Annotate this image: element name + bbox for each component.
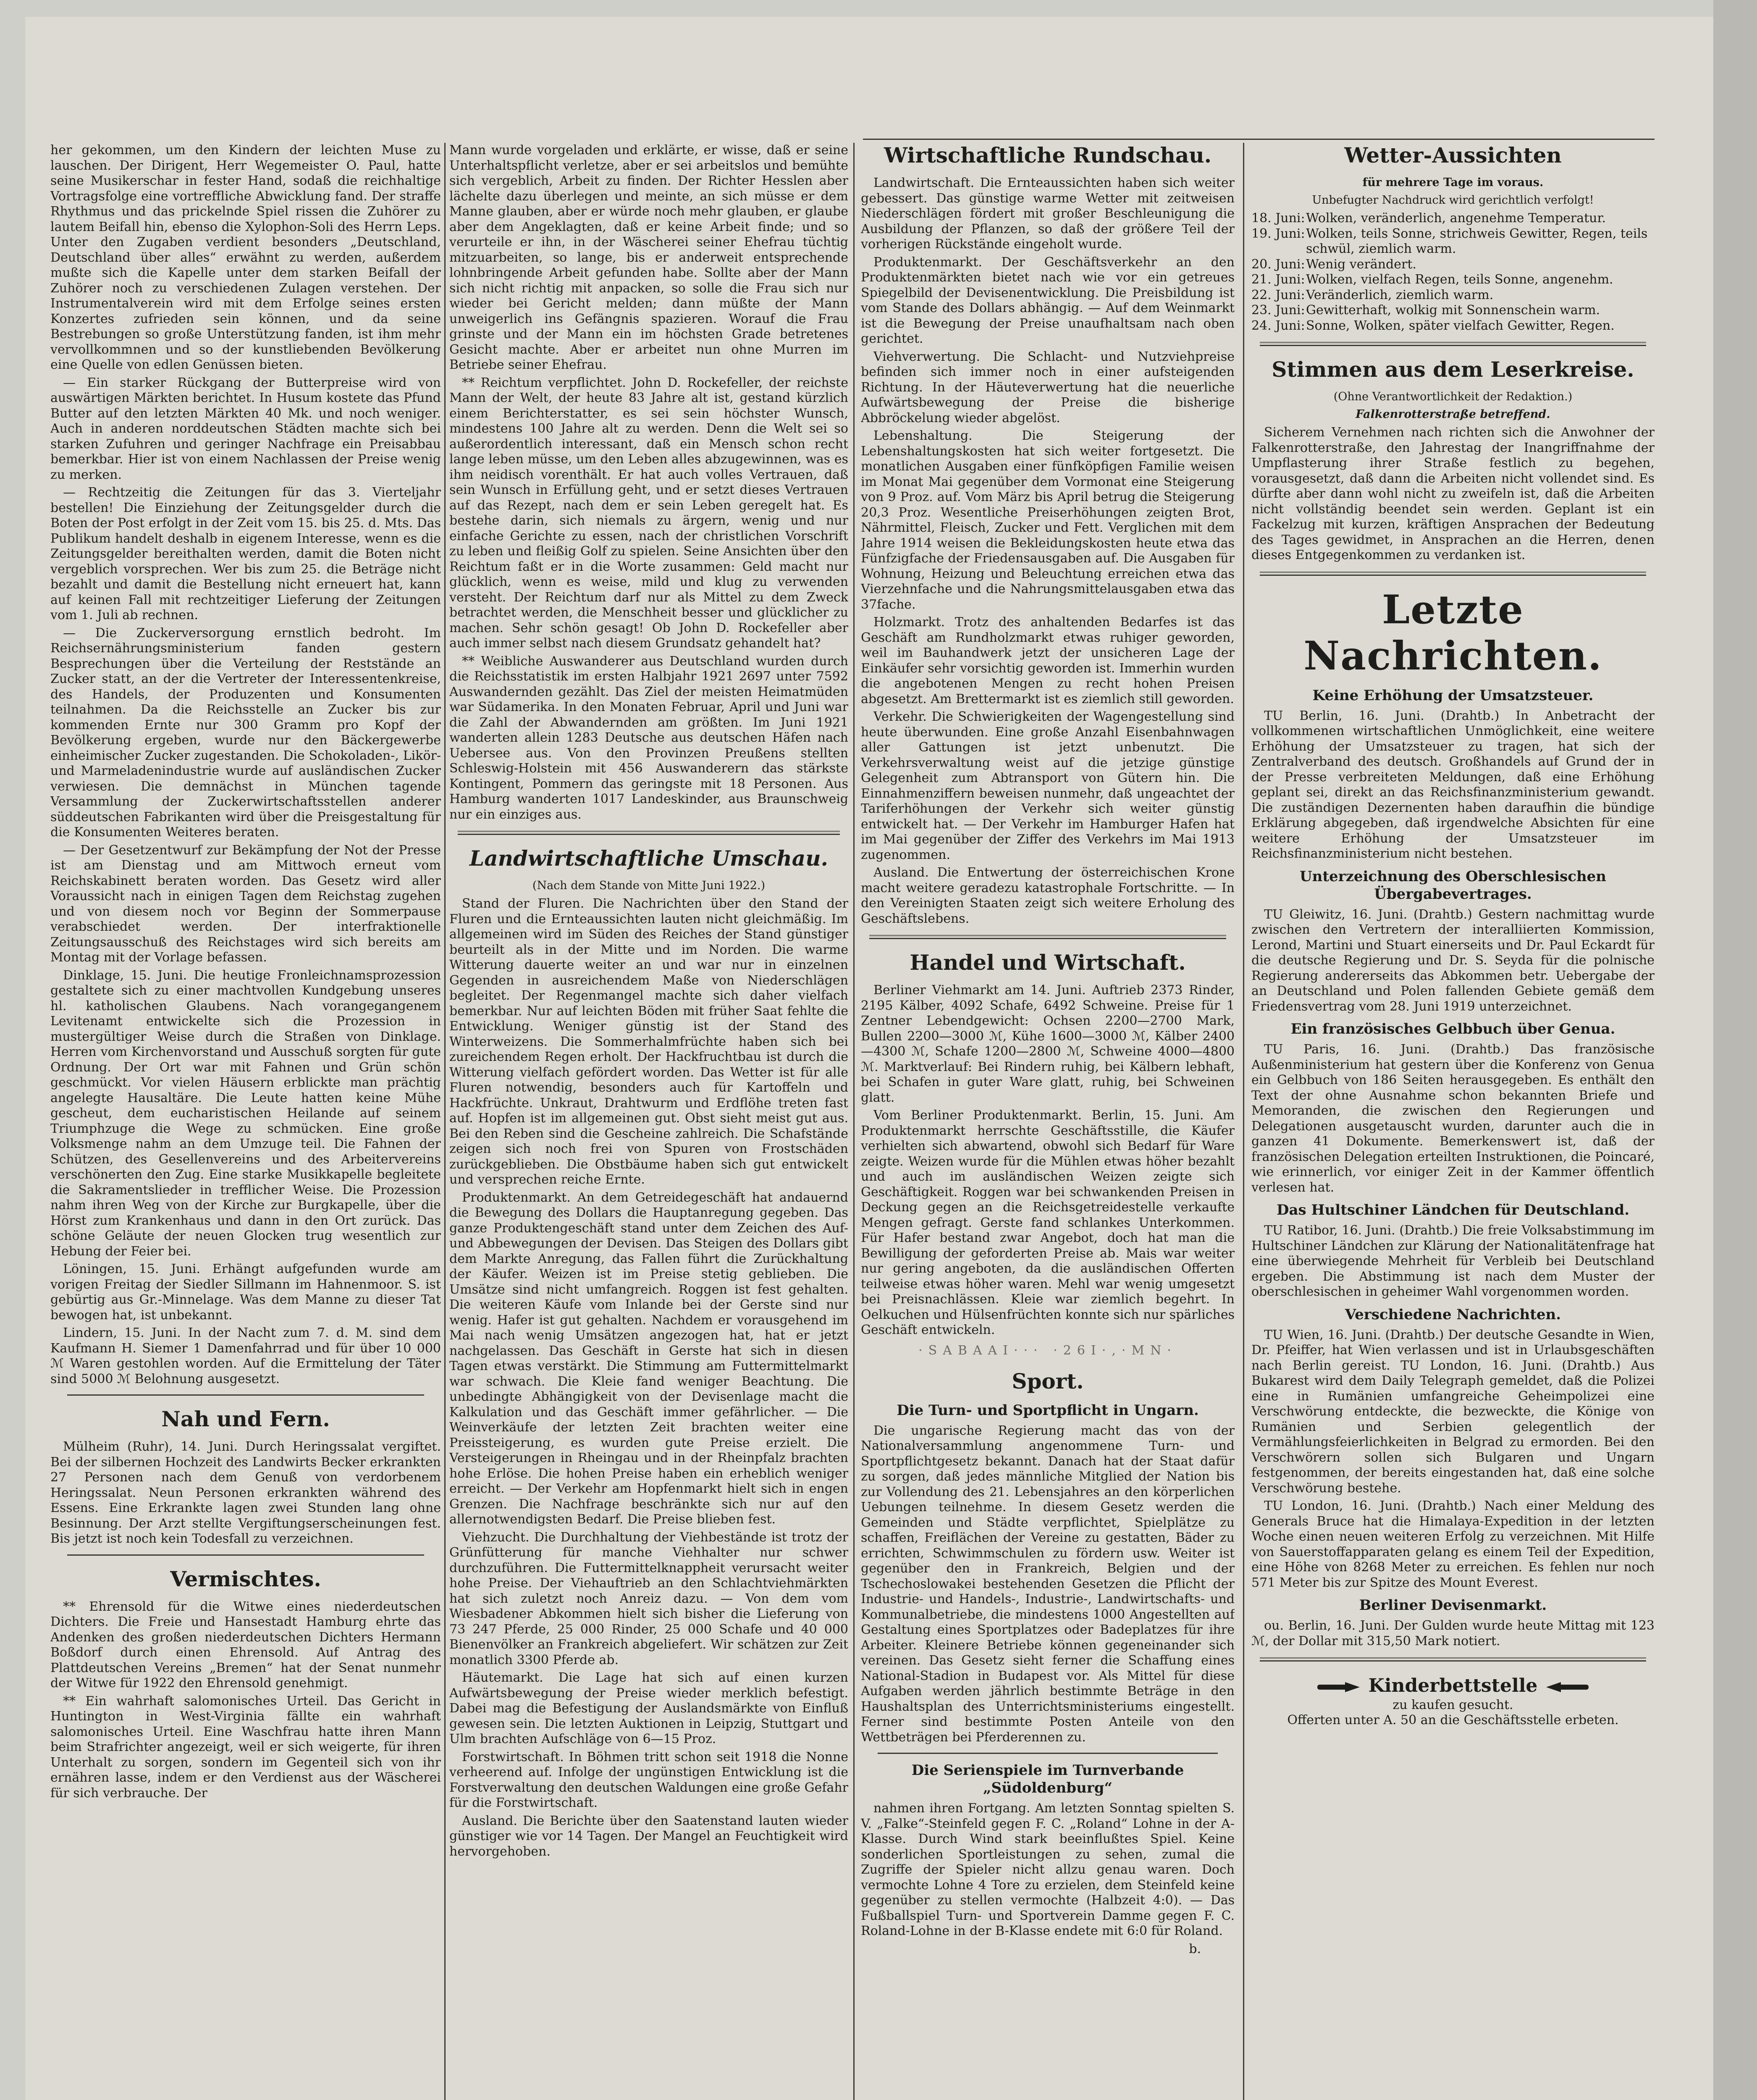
article-paragraph: Dinklage, 15. Juni. Die heutige Fronleichnamsprozession gestaltete sich zu einer machtvollen Kundgebung unseres hl. katholischen Glaubens. Nach vorangegangenem Levitenamt entwickelte sich die Prozession in mustergültiger Weise durch die Straßen von Dinklage. Herren vom Kirchenvorstand und Ausschuß sorgten für gute Ordnung. Der Ort war mit Fahnen und Grün schön geschmückt. Vor vielen Häusern erblickte man prächtig angelegte Hausaltäre. Die Leute hatten keine Mühe gescheut, dem eucharistischen Heilande auf seinem Triumphzuge die Wege zu schmücken. Eine große Volksmenge nahm an dem Umzuge teil. Die Fahnen der Schützen, des Gesellenvereins und des Arbeitervereins verschönerten den Zug. Eine starke Musikkapelle begleitete die Sakramentslieder in trefflicher Weise. Die Prozession nahm ihren Weg von der Kirche zur Burgkapelle, über die Hörst zum Krankenhaus und dann in den Ort zurück. Das schöne Geläute der neuen Glocken trug wesentlich zur Hebung der Feier bei. bbox=[50, 968, 441, 1259]
column-rule bbox=[1243, 143, 1244, 2100]
section-heading-sport: Sport. bbox=[1012, 1368, 1084, 1394]
column-rule bbox=[444, 143, 446, 2100]
article-paragraph: TU Berlin, 16. Juni. (Drahtb.) In Anbetracht der vollkommenen wirtschaftlichen Unmöglichkeit, eine weitere Erhöhung der Umsatzsteuer zu tragen, hat sich der Zentralverband des deutsch. Großhandels auf Grund der in der Presse verbreiteten Meldungen, daß eine Erhöhung geplant sei, direkt an das Reichsfinanzministerium gewandt. Die zuständigen Dezernenten haben daraufhin die bündige Erklärung abgegeben, daß irgendwelche Absichten für eine weitere Erhöhung der Umsatzsteuer im Reichsfinanzministerium nicht bestehen. bbox=[1251, 708, 1655, 861]
forecast-date: 20. Juni: bbox=[1251, 257, 1305, 272]
section-divider bbox=[67, 1554, 424, 1556]
article-paragraph: — Der Gesetzentwurf zur Bekämpfung der Not der Presse ist am Dienstag und am Mittwoch erneut vom Reichskabinett beraten worden. Das Gesetz wird aller Voraussicht nach in einigen Tagen dem Reichstag zugehen und von diesem noch vor Beginn der Sommerpause verabschiedet werden. Der interfraktionelle Zeitungsausschuß des Reichstages wird sich bereits am Montag mit der Vorlage befassen. bbox=[50, 843, 441, 965]
article-heading: Verschiedene Nachrichten. bbox=[1345, 1306, 1561, 1323]
article-paragraph: Berliner Viehmarkt am 14. Juni. Auftrieb 2373 Rinder, 2195 Kälber, 4092 Schafe, 6492 Schweine. Preise für 1 Zentner Lebendgewicht: Ochsen 2200—2700 Mark, Bullen 2200—3000 ℳ, Kühe 1600—3000 ℳ, Kälber 2400—4300 ℳ, Schafe 1200—2800 ℳ, Schweine 4000—4800 ℳ. Marktverlauf: Bei Rindern ruhig, bei Kälbern lebhaft, bei Schafen in guter Ware glatt, ruhig, bei Schweinen glatt. bbox=[861, 983, 1235, 1105]
section-divider bbox=[1260, 572, 1646, 576]
forecast-row bbox=[1251, 257, 1655, 273]
forecast-text: Veränderlich, ziemlich warm. bbox=[1306, 287, 1494, 302]
forecast-row bbox=[1251, 288, 1655, 303]
article-paragraph: TU London, 16. Juni. (Drahtb.) Nach einer Meldung des Generals Bruce hat die Himalaya-Expedition in der letzten Woche einen neuen weiteren Erfolg zu verzeichnen. Mit Hilfe von Sauerstoffapparaten gelang es einem Teil der Expedition, eine Höhe von 8268 Meter zu erreichen. Es fehlen nur noch 571 Meter bis zur Spitze des Mount Everest. bbox=[1251, 1499, 1655, 1590]
article-paragraph: Produktenmarkt. Der Geschäftsverkehr an den Produktenmärkten bietet nach wie vor ein getreues Spiegelbild der Devisenentwicklung. Die Preisbildung ist vom Stande des Dollars abhängig. — Auf dem Weinmarkt ist die Bewegung der Preise unaufhaltsam nach oben gerichtet. bbox=[861, 255, 1235, 346]
article-paragraph: Ausland. Die Berichte über den Saatenstand lauten wieder günstiger wie vor 14 Tagen. Der Mangel an Feuchtigkeit wird hervorgehoben. bbox=[449, 1813, 848, 1859]
forecast-row bbox=[1251, 226, 1655, 257]
article-paragraph: Sicherem Vernehmen nach richten sich die Anwohner der Falkenrotterstraße, den Jahrestag der Inangriffnahme der Umpflasterung ihrer Straße festlich zu begehen, vorausgesetzt, daß dann die Arbeiten nicht vollendet sind. Es dürfte aber dann wohl nicht zu zweifeln ist, daß die Arbeiten nicht vollständig beendet sein werden. Geplant ist ein Fackelzug mit kurzen, kräftigen Ansprachen der Bedeutung des Tages gewidmet, in Ansprachen an die Herren, denen dieses Entgegenkommen zu verdanken ist. bbox=[1251, 425, 1655, 562]
article-paragraph: Löningen, 15. Juni. Erhängt aufgefunden wurde am vorigen Freitag der Siedler Sillmann im Hahnenmoor. S. ist gebürtig aus Gr.-Minnelage. Was dem Manne zu dieser Tat bewogen hat, ist unbekannt. bbox=[50, 1262, 441, 1323]
article-paragraph: TU Gleiwitz, 16. Juni. (Drahtb.) Gestern nachmittag wurde zwischen den Vertretern der interalliierten Kommission, Lerond, Martini und Stuart einerseits und Dr. Paul Eckardt für die deutsche Regierung und Dr. S. Seyda für die polnische Regierung andererseits das Abkommen betr. Uebergabe der an Deutschland und Polen fallenden Gebiete gemäß dem Friedensvertrag vom 28. Juni 1919 unterzeichnet. bbox=[1251, 907, 1655, 1014]
article-paragraph: Forstwirtschaft. In Böhmen tritt schon seit 1918 die Nonne verheerend auf. Infolge der ungünstigen Entwicklung ist die Forstverwaltung den deutschen Waldungen eine große Gefahr für die Forstwirtschaft. bbox=[449, 1749, 848, 1810]
forecast-text: Wolken, teils Sonne, strichweis Gewitter, Regen, teils schwül, ziemlich warm. bbox=[1306, 226, 1648, 256]
newspaper-page bbox=[25, 17, 1713, 2100]
section-heading-handel-und-wirtschaft: Handel und Wirtschaft. bbox=[910, 950, 1186, 975]
article-heading: Keine Erhöhung der Umsatzsteuer. bbox=[1312, 687, 1594, 704]
article-paragraph: Landwirtschaft. Die Ernteaussichten haben sich weiter gebessert. Das günstige warme Wetter mit zeitweisen Niederschlägen fördert mit großer Beschleunigung die Ausbildung der Pflanzen, so daß der größere Teil der vorherigen Rückstände eingeholt wurde. bbox=[861, 176, 1235, 252]
forecast-row bbox=[1251, 272, 1655, 288]
forecast-date: 21. Juni: bbox=[1251, 272, 1305, 287]
article-paragraph: Holzmarkt. Trotz des anhaltenden Bedarfes ist das Geschäft am Rundholzmarkt etwas ruhiger geworden, weil im Bauhandwerk jetzt der unsicheren Lage der Einkäufer sehr vorsichtig geworden ist. Immerhin wurden die angebotenen Mengen zu recht hohen Preisen abgesetzt. Am Brettermarkt ist es ziemlich still geworden. bbox=[861, 615, 1235, 706]
article-paragraph: TU Paris, 16. Juni. (Drahtb.) Das französische Außenministerium hat gestern über die Konferenz von Genua ein Gelbbuch von 186 Seiten herausgegeben. Es enthält den Text der ohne Ausnahme schon bekannten Briefe und Memoranden, die zwischen den Regierungen und Delegationen ausgetauscht wurden, darunter auch die in ganzen 41 Dokumente. Bemerkenswert ist, daß der französischen Delegation erteilten Instruktionen, die Poincaré, wie erinnerlich, vor einiger Zeit in der Kammer öffentlich verlesen hat. bbox=[1251, 1042, 1655, 1195]
section-divider bbox=[869, 935, 1226, 939]
article-paragraph: — Die Zuckerversorgung ernstlich bedroht. Im Reichsernährungsministerium fanden gestern Besprechungen über die Verteilung der Reststände an Zucker statt, an der die Vertreter der Interessentenkreise, des Handels, der Produzenten und Konsumenten teilnahmen. Da die Reichsstelle an Zucker bis zur kommenden Ernte nur 300 Gramm pro Kopf der Bevölkerung ergeben, wurde nur den Bäckergewerbe einheimischer Zucker zugestanden. Die Schokoladen-, Likör- und Marmeladenindustrie wurde auf ausländischen Zucker verwiesen. Die demnächst in München tagende Versammlung der Zuckerwirtschaftsstellen anderer süddeutschen Fabrikanten wird über die Preisgestaltung für die Konsumenten Weiteres beraten. bbox=[50, 625, 441, 840]
article-paragraph: Produktenmarkt. An dem Getreidegeschäft hat andauernd die Bewegung des Dollars die Hauptanregung gegeben. Das ganze Produktengeschäft stand unter dem Zeichen des Auf- und Abbewegungen der Devisen. Das Steigen des Dollars gibt dem Markte Anregung, das Fallen führt die Zurückhaltung der Käufer. Weizen ist im Preise stetig geblieben. Die Umsätze sind nicht umfangreich. Roggen ist fest gehalten. Die weiteren Käufe vom Inlande bei der Gerste sind nur wenig. Hafer ist gut gehalten. Nachdem er vorausgehend im Mai nach wenig Umsätzen angezogen hat, hat er jetzt nachgelassen. Das Geschäft in Gerste hat sich in diesen Tagen etwas verstärkt. Die Stimmung am Futtermittelmarkt war schwach. Die Kleie fand weniger Beachtung. Die unbedingte Abhängigkeit von der Devisenlage macht die Kalkulation und das Geschäft immer gefährlicher. — Die Weinverkäufe der letzten Zeit brachten weiter eine Preissteigerung, es wurden gute Preise erzielt. Die Versteigerungen in Rheingau und in der Rheinpfalz brachten hohe Erlöse. Die hohen Preise haben ein erheblich weniger erreicht. — Der Verkehr am Hopfenmarkt hielt sich in engen Grenzen. Die Nachfrage beschränkte sich nur auf den allernotwendigsten Bedarf. Die Preise blieben fest. bbox=[449, 1190, 848, 1527]
section-subtitle: für mehrere Tage im voraus. bbox=[1362, 176, 1544, 189]
section-subtitle: (Nach dem Stande von Mitte Juni 1922.) bbox=[532, 879, 766, 892]
article-paragraph: ** Ein wahrhaft salomonisches Urteil. Das Gericht in Huntington in West-Virginia fällte ein wahrhaft salomonisches Urteil. Eine Waschfrau hatte ihren Mann beim Strafrichter angezeigt, weil er sich weigerte, für ihren Unterhalt zu sorgen, sondern im Gegenteil sich von ihr ernähren lasse, indem er den Verdienst aus der Wäscherei für sich verbrauche. Der bbox=[50, 1693, 441, 1801]
forecast-row bbox=[1251, 318, 1655, 334]
section-heading-wirtschaftliche-rundschau: Wirtschaftliche Rundschau. bbox=[884, 143, 1212, 168]
article-paragraph: Mann wurde vorgeladen und erklärte, er wisse, daß er seine Unterhaltspflicht verletze, aber er sei arbeitslos und bemühte sich vergeblich, Arbeit zu finden. Der Richter Hesslen aber lächelte dazu überlegen und meinte, an sich müsse er dem Manne glauben, aber er würde noch mehr glauben, er glaube aber dem Angeklagten, daß er keine Arbeit finde; und so verurteile er ihn, in der Wäscherei seiner Ehefrau tüchtig mitzuarbeiten, so lange, bis er anderweit entsprechende lohnbringende Arbeit gefunden habe. Sollte aber der Mann sich nicht richtig mit anpacken, so solle die Frau sich nur wieder bei Gericht melden; dann müßte der Mann unweigerlich ins Gefängnis spazieren. Worauf die Frau grinste und der Mann ein im höchsten Grade betretenes Gesicht machte. Aber er arbeitet nun ohne Murren im Betriebe seiner Ehefrau. bbox=[449, 143, 848, 372]
ad-title-text: Kinderbettstelle bbox=[1368, 1675, 1538, 1696]
section-divider bbox=[458, 831, 840, 835]
article-paragraph: Häutemarkt. Die Lage hat sich auf einen kurzen Aufwärtsbewegung der Preise wieder merklich befestigt. Dabei mag die Befestigung der Auslandsmärkte von Einfluß gewesen sein. Die letzten Auktionen in Leipzig, Stuttgart und Ulm brachten Aufschläge von 6—15 Proz. bbox=[449, 1670, 848, 1746]
ad-line: zu kaufen gesucht. bbox=[1392, 1698, 1513, 1712]
article-paragraph: Viehzucht. Die Durchhaltung der Viehbestände ist trotz der Grünfütterung für manche Viehhalter nur schwer durchzuführen. Die Futtermittelknappheit verursacht weiter hohe Preise. Der Viehauftrieb an den Schlachtviehmärkten hat sich zuletzt noch Anreiz dazu. — Von dem vom Wiesbadener Abkommen hielt sich bisher die Lieferung von 73 247 Pferde, 25 000 Rinder, 25 000 Schafe und 40 000 Bienenvölker an Frankreich abgeliefert. Wir schätzen zur Zeit monatlich 3300 Pferde ab. bbox=[449, 1530, 848, 1667]
article-paragraph: her gekommen, um den Kindern der leichten Muse zu lauschen. Der Dirigent, Herr Wegemeister O. Paul, hatte seine Musikerschar in fester Hand, sodaß die reichhaltige Vortragsfolge eine vortreffliche Abwicklung fand. Der straffe Rhythmus und das prickelnde Spiel rissen die Zuhörer zu lautem Beifall hin, ebenso die Xylophon-Soli des Herrn Leps. Unter den Zugaben verdient besonders „Deutschland, Deutschland über alles“ erwähnt zu werden, außerdem mußte sich die Kapelle unter dem starken Beifall der Zuhörer noch zu verschiedenen Zulagen verstehen. Der Instrumentalverein wird mit dem Erfolge seines ersten Konzertes zufrieden sein können, und da seine Bestrebungen so große Unterstützung fanden, ist ihm mehr vervollkommnen und so der kunstliebenden Bevölkerung eine Quelle von edlen Genüssen bieten. bbox=[50, 143, 441, 372]
forecast-text: Gewitterhaft, wolkig mit Sonnenschein warm. bbox=[1306, 303, 1600, 318]
article-paragraph: — Ein starker Rückgang der Butterpreise wird von auswärtigen Märkten berichtet. In Husum kostete das Pfund Butter auf den letzten Märkten 40 Mk. und noch weniger. Auch in anderen norddeutschen Städten machte sich bei starken Zufuhren und geringer Nachfrage ein Preisabbau bemerkbar. Hier ist von einem Nachlassen der Preise wenig zu merken. bbox=[50, 375, 441, 482]
column-3 bbox=[861, 143, 1235, 2100]
section-heading-letzte-nachrichten: Letzte Nachrichten. bbox=[1303, 586, 1602, 679]
article-heading: Die Turn- und Sportpflicht in Ungarn. bbox=[897, 1402, 1199, 1419]
ink-smudge-text: ·SABAAI··· ·26I·,·MN· bbox=[918, 1343, 1177, 1358]
article-paragraph: Viehverwertung. Die Schlacht- und Nutzviehpreise befinden sich immer noch in einer aufsteigenden Richtung. In der Häuteverwertung hat die neuerliche Aufwärtsbewegung der Preise die bisherige Abbröckelung wieder abgelöst. bbox=[861, 349, 1235, 425]
forecast-date: 22. Juni: bbox=[1251, 287, 1305, 302]
article-paragraph: Verkehr. Die Schwierigkeiten der Wagengestellung sind heute überwunden. Eine große Anzahl Eisenbahnwagen aller Gattungen ist jetzt unbenutzt. Die Verkehrsverwaltung weist auf die jetzige günstige Gelegenheit zum Abtransport von Gütern hin. Die Einnahmenziffern beweisen nunmehr, daß ungeachtet der Tariferhöhungen der Verkehr sich weiter günstig entwickelt hat. — Der Verkehr im Hamburger Hafen hat im Mai gegenüber der Ziffer des Verkehrs im Mai 1913 zugenommen. bbox=[861, 709, 1235, 862]
article-paragraph: TU Wien, 16. Juni. (Drahtb.) Der deutsche Gesandte in Wien, Dr. Pfeiffer, hat Wien verlassen und ist in Urlaubsgeschäften nach Berlin gereist. TU London, 16. Juni. (Drahtb.) Aus Bukarest wird dem Daily Telegraph gemeldet, daß die Polizei eine in Rumänien umfangreiche Geheimpolizei eine Verschwörung entdeckte, die bezweckte, die Könige von Rumänien und Serbien gelegentlich der Vermählungsfeierlichkeiten in Belgrad zu ermorden. Bei den Verschwörern sollen sich Bulgaren und Ungarn festgenommen, der bereits eingestanden hat, daß eine solche Verschwörung bestehe. bbox=[1251, 1327, 1655, 1496]
editorial-disclaimer: (Ohne Verantwortlichkeit der Redaktion.) bbox=[1333, 390, 1573, 403]
forecast-date: 19. Juni: bbox=[1251, 226, 1305, 241]
column-1 bbox=[50, 143, 441, 2100]
article-heading: Ein französisches Gelbbuch über Genua. bbox=[1290, 1021, 1615, 1037]
article-paragraph: Die ungarische Regierung macht das von der Nationalversammlung angenommene Turn- und Sportpflichtgesetz bekannt. Danach hat der Staat dafür zu sorgen, daß jedes männliche Mitglied der Nation bis zur Vollendung des 21. Lebensjahres an den körperlichen Uebungen teilnehme. In diesem Gesetz werden die Gemeinden und Städte verpflichtet, Spielplätze zu schaffen, Freiflächen der Vereine zu gestatten, Bäder zu errichten, Schwimmschulen zu fördern usw. Weiter ist gegenüber den in Frankreich, Belgien und der Tschechoslowakei bestehenden Gesetzen die Pflicht der Industrie- und Handels-, Industrie-, Landwirtschafts- und Kommunalbetriebe, die mindestens 1000 Angestellten auf Gestaltung eines Sportplatzes oder Badeplatzes für ihre Arbeiter. Kleinere Betriebe können gegeneinander sich vereinen. Das Gesetz sieht ferner die Schaffung eines National-Stadion in Budapest vor. Als Mittel für diese Aufgaben werden jährlich bestimmte Beträge in den Haushaltsplan des Unterrichtsministeriums eingestellt. Ferner sind bestimmte Posten Anteile von den Wettbeträgen bei Pferderennen zu. bbox=[861, 1423, 1235, 1745]
forecast-row bbox=[1251, 303, 1655, 318]
article-heading: Das Hultschiner Ländchen für Deutschland. bbox=[1276, 1202, 1630, 1218]
pointing-hand-icon bbox=[1316, 1679, 1362, 1696]
forecast-date: 24. Juni: bbox=[1251, 318, 1305, 333]
column-2 bbox=[449, 143, 848, 2100]
article-heading: Falkenrotterstraße betreffend. bbox=[1356, 408, 1550, 421]
article-paragraph: Mülheim (Ruhr), 14. Juni. Durch Heringssalat vergiftet. Bei der silbernen Hochzeit des Landwirts Becker erkrankten 27 Personen nach dem Genuß von verdorbenem Heringssalat. Neun Personen erkrankten während des Essens. Eine Erkrankte lagen zwei Stunden lang ohne Besinnung. Der Arzt stellte Vergiftungserscheinungen fest. Bis jetzt ist noch kein Todesfall zu verzeichnen. bbox=[50, 1439, 441, 1546]
forecast-text: Wolken, vielfach Regen, teils Sonne, angenehm. bbox=[1306, 272, 1613, 287]
article-heading: Berliner Devisenmarkt. bbox=[1359, 1597, 1547, 1614]
article-paragraph: Stand der Fluren. Die Nachrichten über den Stand der Fluren und die Ernteaussichten lauten nicht gleichmäßig. Im allgemeinen wird im Süden des Reiches der Stand günstiger beurteilt als in der Mitte und im Norden. Die warme Witterung dauerte weiter an und war nur in einzelnen Gegenden in ausreichendem Maße von Niederschlägen begleitet. Der Regenmangel machte sich daher vielfach bemerkbar. Nur auf leichten Böden mit früher Saat fehlte die Entwicklung. Weniger günstig ist der Stand des Winterweizens. Die Sommerhalmfrüchte haben sich bei zureichendem Regen erholt. Der Hackfruchtbau ist durch die Witterung vielfach gefördert worden. Das Wetter ist für alle Fluren notwendig, besonders auch für Kartoffeln und Hackfrüchte. Unkraut, Drahtwurm und Erdflöhe treten fast auf. Hopfen ist im allgemeinen gut. Obst sieht meist gut aus. Bei den Reben sind die Gescheine zahlreich. Die Schafstände zeigen sich noch frei von Spuren von Frostschäden zurückgeblieben. Die Obstbäume haben sich gut entwickelt und versprechen reiche Ernte. bbox=[449, 896, 848, 1187]
classified-ad bbox=[1256, 1674, 1650, 1728]
article-paragraph: Lebenshaltung. Die Steigerung der Lebenshaltungskosten hat sich weiter fortgesetzt. Die monatlichen Ausgaben einer fünfköpfigen Familie weisen im Monat Mai gegenüber dem Vormonat eine Steigerung von 9 Proz. auf. Vom März bis April betrug die Steigerung 20,3 Proz. Wesentliche Preiserhöhungen zeigten Brot, Nährmittel, Fleisch, Zucker und Fett. Verglichen mit dem Jahre 1914 weisen die Bekleidungskosten heute etwa das Fünfzigfache der Friedensausgaben auf. Die Ausgaben für Wohnung, Heizung und Beleuchtung erreichen etwa das Vierzehnfache und die Nahrungsmittelausgaben etwa das 37fache. bbox=[861, 428, 1235, 612]
article-paragraph: — Rechtzeitig die Zeitungen für das 3. Vierteljahr bestellen! Die Einziehung der Zeitungsgelder durch die Boten der Post erfolgt in der Zeit vom 15. bis 25. d. Mts. Das Publikum handelt deshalb in eigenem Interesse, wenn es die Zeitungsgelder bereithalten werden, damit die Boten nicht vergeblich vorsprechen. Wer bis zum 25. die Beträge nicht bezahlt und damit die Bestellung nicht erneuert hat, kann auf keinen Fall mit rechtzeitiger Lieferung der Zeitungen vom 1. Juli ab rechnen. bbox=[50, 485, 441, 622]
page-edge bbox=[1713, 0, 1757, 2100]
forecast-text: Sonne, Wolken, später vielfach Gewitter, Regen. bbox=[1306, 318, 1615, 333]
article-paragraph: nahmen ihren Fortgang. Am letzten Sonntag spielten S. V. „Falke“-Steinfeld gegen F. C. „Roland“ Lohne in der A-Klasse. Durch Wind stark beeinflußtes Spiel. Keine sonderlichen Sportleistungen zu sehen, zumal die Zugriffe der Spieler nicht allzu genau waren. Doch vermochte Lohne 4 Tore zu erzielen, dem Steinfeld keine gegenüber zu stellen vermochte (Halbzeit 4:0). — Das Fußballspiel Turn- und Sportverein Damme gegen F. C. Roland-Lohne in der B-Klasse endete mit 6:0 für Roland. bbox=[861, 1801, 1235, 1938]
section-heading-landwirtschaftliche-umschau: Landwirtschaftliche Umschau. bbox=[469, 846, 828, 871]
article-paragraph: Vom Berliner Produktenmarkt. Berlin, 15. Juni. Am Produktenmarkt herrschte Geschäftsstille, die Käufer verhielten sich abwartend, obwohl sich Bedarf für Ware zeigte. Weizen wurde für die Mühlen etwas höher bezahlt und auch im ausländischen Weizen zeigte sich Geschäftigkeit. Roggen war bei schwankenden Preisen in Deckung gegen an die Reichsgetreidestelle verkaufte Mengen gefragt. Gerste fand schlankes Unterkommen. Für Hafer bestand zwar Angebot, doch hat man die Bewilligung der geforderten Preise ab. Mais war weiter nur gering angeboten, da die ausländischen Offerten teilweise etwas höher waren. Mehl war wenig umgesetzt bei Preisnachlässen. Kleie war ziemlich begehrt. In Oelkuchen und Hülsenfrüchten konnte sich nur spärliches Geschäft entwickeln. bbox=[861, 1108, 1235, 1337]
article-paragraph: Lindern, 15. Juni. In der Nacht zum 7. d. M. sind dem Kaufmann H. Siemer 1 Damenfahrrad und für über 10 000 ℳ Waren gestohlen worden. Auf die Ermittelung der Täter sind 5000 ℳ Belohnung ausgesetzt. bbox=[50, 1326, 441, 1386]
section-heading-nah-und-fern: Nah und Fern. bbox=[161, 1407, 330, 1431]
section-divider bbox=[1260, 342, 1646, 346]
article-paragraph: ** Ehrensold für die Witwe eines niederdeutschen Dichters. Die Freie und Hansestadt Hamburg ehrte das Andenken des großen niederdeutschen Dichters Hermann Boßdorf durch einen Ehrensold. Auf Antrag des Plattdeutschen Vereins „Bremen“ hat der Senat nunmehr der Witwe für 1922 den Ehrensold genehmigt. bbox=[50, 1599, 441, 1690]
article-paragraph: Ausland. Die Entwertung der österreichischen Krone macht weitere geradezu katastrophale Fortschritte. — In den Vereinigten Staaten zeigt sich weitere Erholung des Geschäftslebens. bbox=[861, 865, 1235, 926]
section-divider bbox=[67, 1394, 424, 1396]
article-heading: Die Serienspiele im Turnverbande „Südoldenburg“ bbox=[911, 1762, 1184, 1796]
forecast-date: 18. Juni: bbox=[1251, 211, 1305, 226]
column-rule-top bbox=[863, 139, 1655, 140]
local-news bbox=[50, 143, 441, 1387]
article-paragraph: ** Reichtum verpflichtet. John D. Rockefeller, der reichste Mann der Welt, der heute 83 Jahre alt ist, gestand kürzlich einem Berichterstatter, es sei sein höchster Wunsch, mindestens 100 Jahre alt zu werden. Denn die Welt sei so außerordentlich interessant, daß ein Mensch schon recht lange leben müsse, um den Leben alles abzugewinnen, was es ihm neidisch vorenthält. Er hat auch volles Vertrauen, daß sein Wunsch in Erfüllung geht, und er setzt dieses Vertrauen auf das Rezept, nach dem er sein Leben geregelt hat. Es bestehe darin, sich niemals zu ärgern, wenig und nur einfache Gerichte zu essen, nach der christlichen Vorschrift zu leben und fleißig Golf zu spielen. Seine Ansichten über den Reichtum faßt er in die Worte zusammen: Geld macht nur glücklich, wenn es weise, mild und klug zu verwenden versteht. Der Reichtum darf nur als Mittel zu dem Zweck betrachtet werden, die Menschheit besser und glücklicher zu machen. Sehr schön gesagt! Ob John D. Rockefeller aber auch immer selbst nach diesem Grundsatz gehandelt hat? bbox=[449, 375, 848, 651]
end-mark: b. bbox=[1189, 1941, 1201, 1956]
article-paragraph: ou. Berlin, 16. Juni. Der Gulden wurde heute Mittag mit 123 ℳ, der Dollar mit 315,50 Mark notiert. bbox=[1251, 1618, 1655, 1648]
section-heading-wetter-aussichten: Wetter-Aussichten bbox=[1344, 143, 1562, 168]
article-heading: Unterzeichnung des Oberschlesischen Übergabevertrages. bbox=[1299, 868, 1607, 903]
forecast-text: Wolken, veränderlich, angenehme Temperatur. bbox=[1306, 211, 1606, 226]
pointing-hand-icon bbox=[1544, 1679, 1590, 1696]
forecast-date: 23. Juni: bbox=[1251, 303, 1305, 318]
copyright-note: Unbefugter Nachdruck wird gerichtlich verfolgt! bbox=[1312, 194, 1594, 207]
column-4 bbox=[1251, 143, 1655, 2100]
ad-title bbox=[1256, 1674, 1650, 1698]
section-divider bbox=[878, 1753, 1218, 1754]
article-paragraph: ** Weibliche Auswanderer aus Deutschland wurden durch die Reichsstatistik im ersten Halbjahr 1921 2697 unter 7592 Auswandernden gezählt. Das Ziel der meisten Heimatmüden war Südamerika. In den Monaten Februar, April und Juni war die Zahl der Abwandernden am größten. Im Juni 1921 wanderten allein 1283 Deutsche aus deutschen Häfen nach Uebersee aus. Von den Provinzen Preußens stellten Schleswig-Holstein mit 456 Auswanderern das stärkste Kontingent, Pommern das geringste mit 18 Personen. Aus Hamburg wanderten 1017 Landeskinder, aus Braunschweig nur ein einziges aus. bbox=[449, 654, 848, 822]
forecast-row bbox=[1251, 211, 1655, 226]
section-heading-stimmen-aus-dem-leserkreise: Stimmen aus dem Leserkreise. bbox=[1272, 357, 1634, 382]
column-rule bbox=[853, 143, 855, 2100]
ad-line: Offerten unter A. 50 an die Geschäftsstelle erbeten. bbox=[1287, 1713, 1619, 1727]
section-divider bbox=[1260, 1657, 1646, 1662]
section-heading-vermischtes: Vermischtes. bbox=[170, 1566, 321, 1591]
article-paragraph: TU Ratibor, 16. Juni. (Drahtb.) Die freie Volksabstimmung im Hultschiner Ländchen zur Klärung der Nationalitätenfrage hat eine überwiegende Mehrheit für Verbleib bei Deutschland ergeben. Die Abstimmung ist nach dem Muster der oberschlesischen in geheimer Wahl vorgenommen worden. bbox=[1251, 1223, 1655, 1299]
forecast-list bbox=[1251, 211, 1655, 333]
forecast-text: Wenig verändert. bbox=[1306, 257, 1416, 272]
